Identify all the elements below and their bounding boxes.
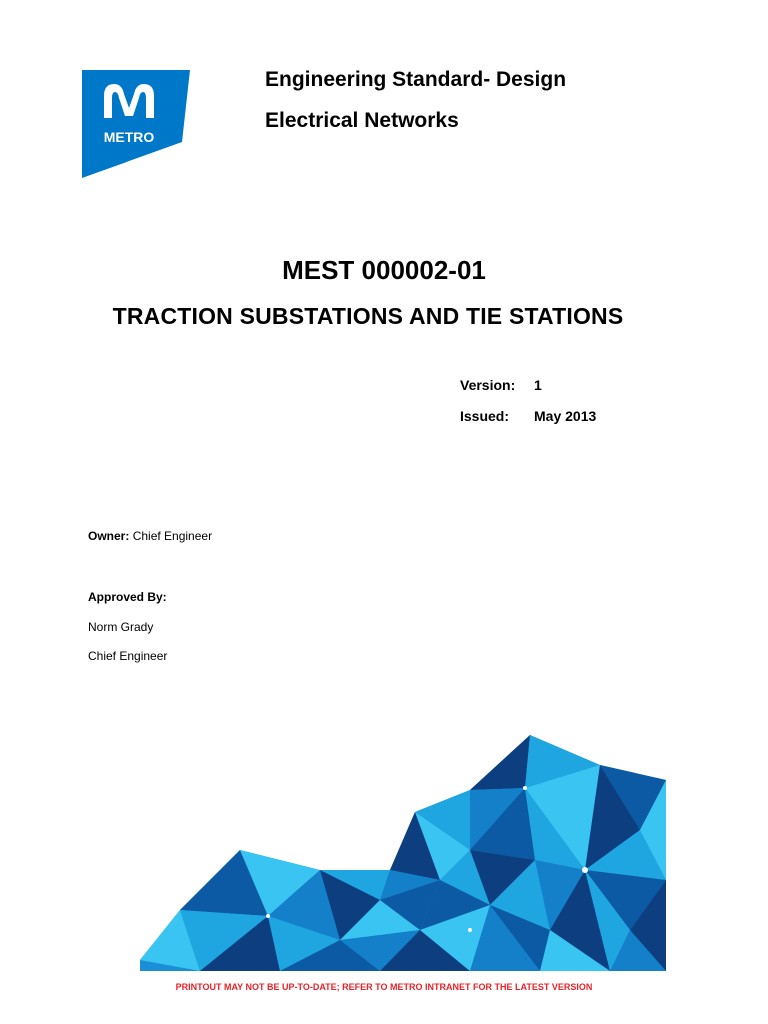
- footer-notice: PRINTOUT MAY NOT BE UP-TO-DATE; REFER TO METRO INTRANET FOR THE LATEST VERSION: [175, 982, 593, 992]
- version-row: [460, 377, 542, 393]
- document-code: MEST 000002-01: [282, 255, 486, 285]
- logo-text: METRO: [103, 129, 155, 145]
- metro-logo: [82, 70, 190, 180]
- issued-label: Issued:: [460, 408, 510, 424]
- owner-label: Owner:: [88, 529, 130, 543]
- polygon-mosaic-icon: [140, 730, 666, 971]
- approved-by-label: Approved By:: [88, 590, 167, 604]
- version-label: Version:: [460, 377, 516, 393]
- approver-role: Chief Engineer: [88, 649, 168, 663]
- header-subtitle: Electrical Networks: [265, 109, 459, 132]
- issued-value: May 2013: [534, 408, 597, 424]
- version-value: 1: [534, 377, 542, 393]
- owner-line: [88, 529, 212, 543]
- document-title: TRACTION SUBSTATIONS AND TIE STATIONS: [112, 303, 624, 329]
- approver-name: Norm Grady: [88, 620, 154, 634]
- metro-m-logo-icon: [82, 70, 190, 180]
- header-title: Engineering Standard- Design: [265, 68, 567, 91]
- issued-row: [460, 408, 596, 424]
- owner-value: Chief Engineer: [132, 529, 213, 543]
